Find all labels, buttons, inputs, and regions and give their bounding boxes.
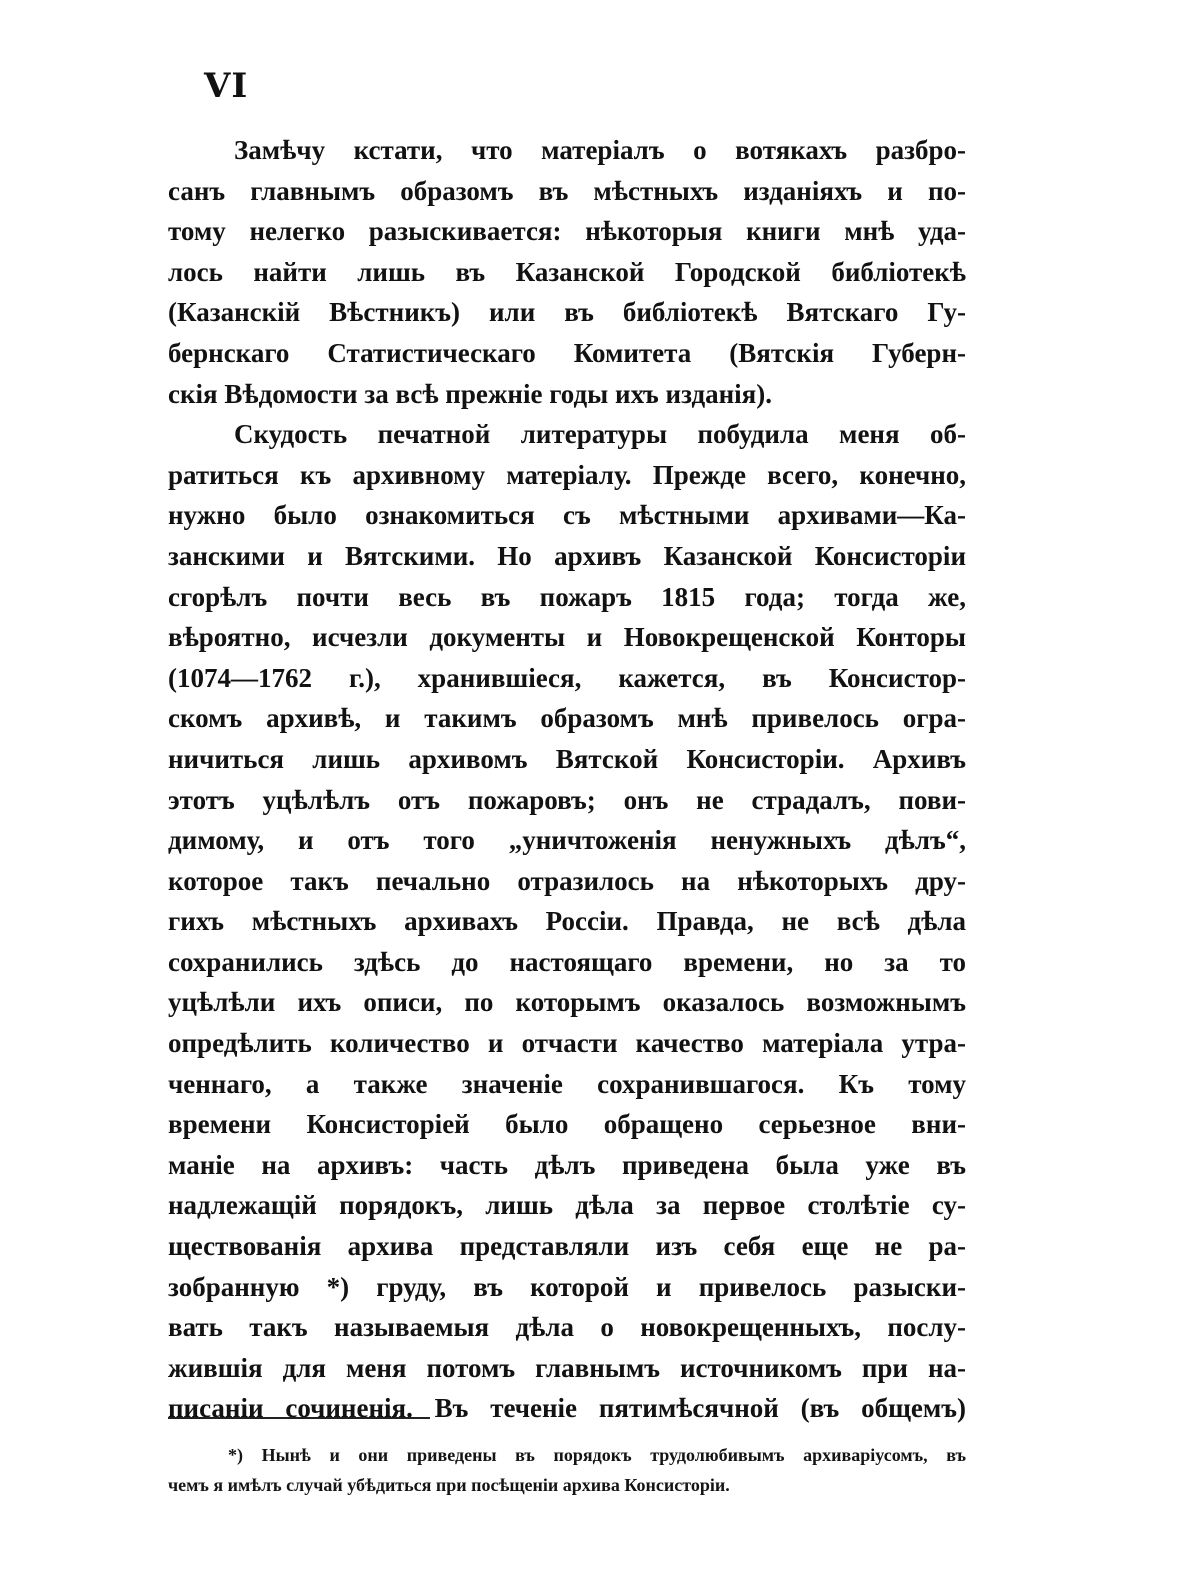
paragraph-2-line: вѣроятно, исчезли документы и Новокрещенской Конторы: [168, 622, 966, 653]
paragraph-2-line: этотъ уцѣлѣлъ отъ пожаровъ; онъ не страдалъ, пови-: [168, 784, 966, 815]
paragraph-2-line: ществованія архива представляли изъ себя еще не ра-: [168, 1231, 966, 1262]
paragraph-2-line: нужно было ознакомиться съ мѣстными архивами—Ка-: [168, 500, 966, 531]
paragraph-1-line: скія Вѣдомости за всѣ прежніе годы ихъ изданія).: [168, 378, 773, 409]
paragraph-2-line: ченнаго, а также значеніе сохранившагося. Къ тому: [168, 1068, 966, 1099]
paragraph-2-line: Скудость печатной литературы побудила меня об-: [234, 419, 966, 450]
paragraph-1-line: лось найти лишь въ Казанской Городской библіотекѣ: [168, 256, 966, 287]
paragraph-2-line: писаніи сочиненія. Въ теченіе пятимѣсячной (въ общемъ): [168, 1393, 966, 1424]
paragraph-2-line: сгорѣлъ почти весь въ пожаръ 1815 года; тогда же,: [168, 581, 966, 612]
paragraph-2-line: сохранились здѣсь до настоящаго времени, но за то: [168, 946, 966, 977]
footnote-line: чемъ я имѣлъ случай убѣдиться при посѣщеніи архива Консисторіи.: [168, 1475, 730, 1495]
paragraph-2-line: скомъ архивѣ, и такимъ образомъ мнѣ привелось огра-: [168, 703, 966, 734]
paragraph-2-line: димому, и отъ того „уничтоженія ненужныхъ дѣлъ“,: [168, 825, 966, 856]
paragraph-2-line: гихъ мѣстныхъ архивахъ Россіи. Правда, не всѣ дѣла: [168, 906, 966, 937]
paragraph-2-line: зобранную *) груду, въ которой и привелось разыски-: [168, 1271, 966, 1302]
paragraph-2-line: которое такъ печально отразилось на нѣкоторыхъ дру-: [168, 865, 966, 896]
paragraph-2-line: вать такъ называемыя дѣла о новокрещенныхъ, послу-: [168, 1312, 966, 1343]
paragraph-1-line: бернскаго Статистическаго Комитета (Вятскія Губерн-: [168, 337, 966, 368]
paragraph-2-line: жившія для меня потомъ главнымъ источникомъ при на-: [168, 1352, 966, 1383]
paragraph-1-line: Замѣчу кстати, что матеріалъ о вотякахъ разбро-: [234, 135, 966, 165]
paragraph-1-line: (Казанскій Вѣстникъ) или въ библіотекѣ Вятскаго Гу-: [168, 297, 966, 328]
paragraph-1-line: тому нелегко разыскивается: нѣкоторыя книги мнѣ уда-: [168, 216, 966, 247]
main-text: [168, 130, 966, 1429]
paragraph-2-line: маніе на архивъ: часть дѣлъ приведена была уже въ: [168, 1149, 966, 1180]
paragraph-2-line: ничиться лишь архивомъ Вятской Консисторіи. Архивъ: [168, 743, 966, 774]
page-number: VI: [204, 66, 249, 106]
footnote: [168, 1440, 966, 1500]
paragraph-2-line: занскими и Вятскими. Но архивъ Казанской Консисторіи: [168, 540, 966, 571]
paragraph-2-line: времени Консисторіей было обращено серьезное вни-: [168, 1109, 966, 1140]
paragraph-2-line: ратиться къ архивному матеріалу. Прежде всего, конечно,: [168, 459, 966, 490]
footnote-line: *) Нынѣ и они приведены въ порядокъ трудолюбивымъ архиваріусомъ, въ: [228, 1445, 966, 1465]
paragraph-2-line: (1074—1762 г.), хранившіеся, кажется, въ Консистор-: [168, 662, 966, 693]
paragraph-1-line: санъ главнымъ образомъ въ мѣстныхъ изданіяхъ и по-: [168, 175, 966, 206]
footnote-divider: [168, 1417, 430, 1419]
paragraph-2-line: надлежащій порядокъ, лишь дѣла за первое столѣтіе су-: [168, 1190, 966, 1221]
paragraph-2-line: уцѣлѣли ихъ описи, по которымъ оказалось возможнымъ: [168, 987, 966, 1018]
paragraph-2-line: опредѣлить количество и отчасти качество матеріала утра-: [168, 1028, 966, 1059]
